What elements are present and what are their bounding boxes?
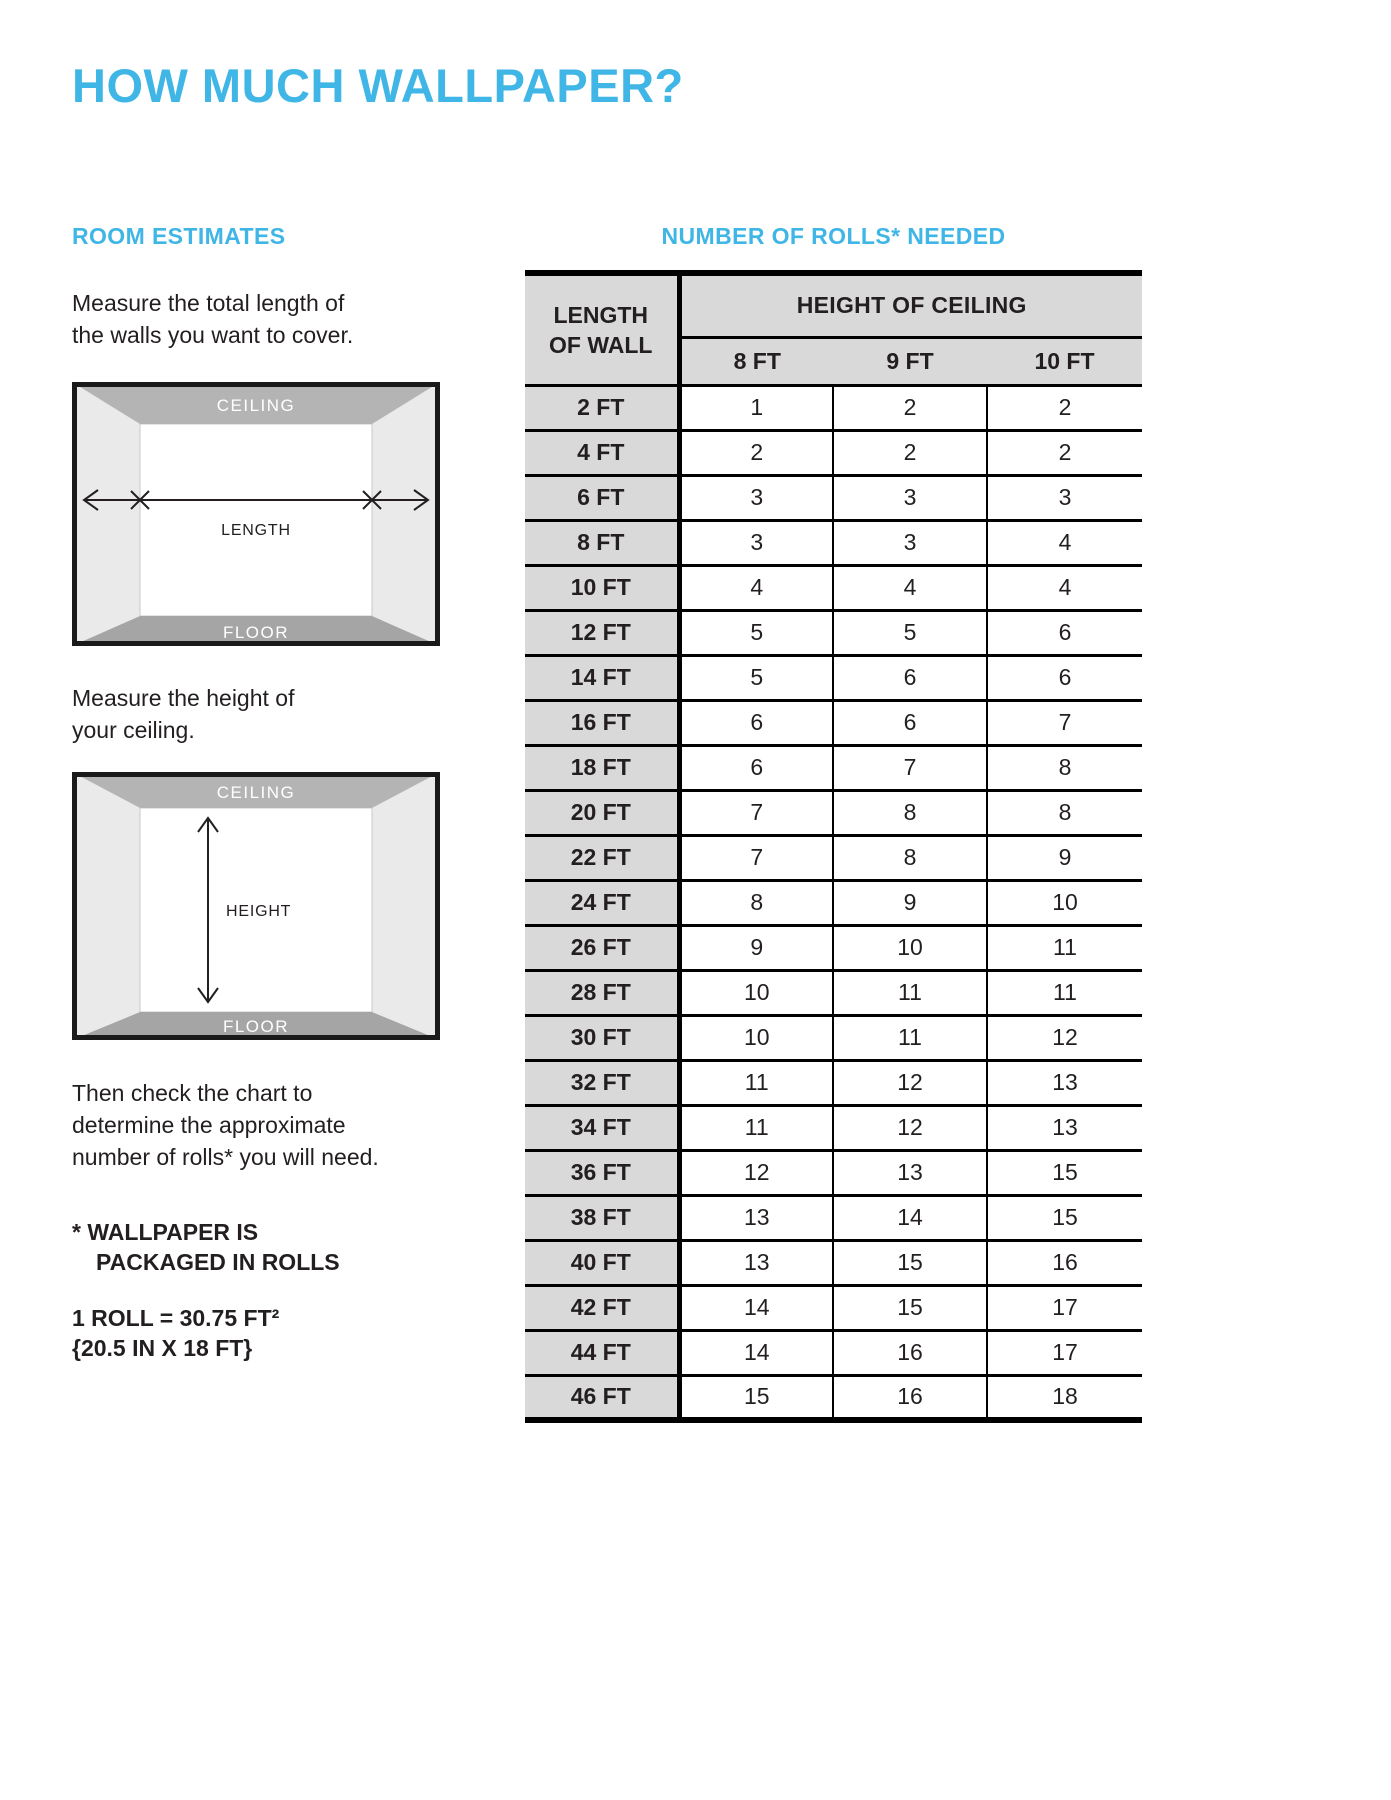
roll-count-cell: 11 bbox=[679, 1105, 833, 1150]
floor-label: FLOOR bbox=[222, 1017, 290, 1036]
roll-count-cell: 5 bbox=[679, 610, 833, 655]
room-estimates-heading: ROOM ESTIMATES bbox=[72, 223, 286, 249]
roll-count-cell: 4 bbox=[679, 565, 833, 610]
roll-count-cell: 3 bbox=[833, 520, 987, 565]
row-label: 8 FT bbox=[525, 520, 679, 565]
roll-count-cell: 4 bbox=[833, 565, 987, 610]
row-label: 32 FT bbox=[525, 1060, 679, 1105]
roll-count-cell: 1 bbox=[679, 385, 833, 430]
table-row bbox=[525, 475, 1142, 520]
roll-count-cell: 6 bbox=[833, 700, 987, 745]
table-row bbox=[525, 1105, 1142, 1150]
row-label: 26 FT bbox=[525, 925, 679, 970]
roll-count-cell: 7 bbox=[987, 700, 1142, 745]
roll-count-cell: 11 bbox=[679, 1060, 833, 1105]
table-row bbox=[525, 790, 1142, 835]
packaging-note bbox=[72, 1217, 440, 1277]
roll-count-cell: 16 bbox=[833, 1375, 987, 1420]
roll-count-cell: 8 bbox=[833, 790, 987, 835]
roll-count-cell: 10 bbox=[679, 1015, 833, 1060]
height-of-ceiling-header: HEIGHT OF CEILING bbox=[679, 273, 1142, 337]
roll-count-cell: 6 bbox=[987, 655, 1142, 700]
roll-count-cell: 8 bbox=[987, 745, 1142, 790]
table-row bbox=[525, 1195, 1142, 1240]
table-row bbox=[525, 385, 1142, 430]
roll-count-cell: 10 bbox=[679, 970, 833, 1015]
row-label: 14 FT bbox=[525, 655, 679, 700]
row-label: 18 FT bbox=[525, 745, 679, 790]
roll-size-line1: 1 ROLL = 30.75 FT² bbox=[72, 1305, 280, 1331]
table-row bbox=[525, 970, 1142, 1015]
content-columns bbox=[72, 223, 1391, 1423]
row-label: 4 FT bbox=[525, 430, 679, 475]
row-label: 22 FT bbox=[525, 835, 679, 880]
roll-count-cell: 17 bbox=[987, 1285, 1142, 1330]
table-row bbox=[525, 520, 1142, 565]
back-wall bbox=[140, 424, 372, 616]
roll-count-cell: 15 bbox=[987, 1195, 1142, 1240]
table-row bbox=[525, 835, 1142, 880]
roll-count-cell: 9 bbox=[679, 925, 833, 970]
roll-count-cell: 2 bbox=[987, 430, 1142, 475]
roll-count-cell: 2 bbox=[987, 385, 1142, 430]
roll-count-cell: 11 bbox=[833, 1015, 987, 1060]
roll-count-cell: 4 bbox=[987, 520, 1142, 565]
rolls-needed-section bbox=[525, 223, 1142, 1423]
ceiling-label: CEILING bbox=[216, 783, 296, 802]
roll-count-cell: 17 bbox=[987, 1330, 1142, 1375]
row-label: 42 FT bbox=[525, 1285, 679, 1330]
roll-count-cell: 3 bbox=[679, 520, 833, 565]
table-row bbox=[525, 1240, 1142, 1285]
table-row bbox=[525, 745, 1142, 790]
roll-count-cell: 13 bbox=[679, 1195, 833, 1240]
roll-count-cell: 8 bbox=[833, 835, 987, 880]
roll-count-cell: 7 bbox=[833, 745, 987, 790]
table-row bbox=[525, 1330, 1142, 1375]
roll-count-cell: 16 bbox=[833, 1330, 987, 1375]
roll-count-cell: 5 bbox=[679, 655, 833, 700]
rolls-needed-table bbox=[525, 270, 1142, 1423]
roll-count-cell: 8 bbox=[679, 880, 833, 925]
table-row bbox=[525, 1285, 1142, 1330]
packaging-note-line1: * WALLPAPER IS bbox=[72, 1219, 259, 1245]
roll-count-cell: 10 bbox=[987, 880, 1142, 925]
roll-count-cell: 3 bbox=[987, 475, 1142, 520]
col-header-10ft: 10 FT bbox=[987, 337, 1142, 385]
table-row bbox=[525, 565, 1142, 610]
page-title: HOW MUCH WALLPAPER? bbox=[72, 59, 684, 112]
instruction-step2: Measure the height of your ceiling. bbox=[72, 685, 295, 743]
roll-count-cell: 7 bbox=[679, 790, 833, 835]
roll-count-cell: 2 bbox=[833, 385, 987, 430]
table-header-row-1 bbox=[525, 273, 1142, 337]
row-label: 24 FT bbox=[525, 880, 679, 925]
right-wall bbox=[372, 772, 440, 1040]
row-label: 2 FT bbox=[525, 385, 679, 430]
row-label: 44 FT bbox=[525, 1330, 679, 1375]
roll-count-cell: 13 bbox=[987, 1105, 1142, 1150]
roll-count-cell: 13 bbox=[987, 1060, 1142, 1105]
rolls-table-body bbox=[525, 385, 1142, 1420]
table-row bbox=[525, 700, 1142, 745]
roll-count-cell: 13 bbox=[679, 1240, 833, 1285]
col-header-9ft: 9 FT bbox=[833, 337, 987, 385]
left-wall bbox=[72, 772, 140, 1040]
roll-count-cell: 15 bbox=[679, 1375, 833, 1420]
roll-count-cell: 15 bbox=[833, 1240, 987, 1285]
rolls-needed-heading: NUMBER OF ROLLS* NEEDED bbox=[661, 223, 1006, 249]
table-row bbox=[525, 880, 1142, 925]
roll-count-cell: 5 bbox=[833, 610, 987, 655]
roll-count-cell: 12 bbox=[679, 1150, 833, 1195]
roll-count-cell: 16 bbox=[987, 1240, 1142, 1285]
table-row bbox=[525, 925, 1142, 970]
roll-count-cell: 12 bbox=[833, 1060, 987, 1105]
row-label: 16 FT bbox=[525, 700, 679, 745]
roll-count-cell: 9 bbox=[987, 835, 1142, 880]
col-header-8ft: 8 FT bbox=[679, 337, 833, 385]
roll-count-cell: 14 bbox=[679, 1330, 833, 1375]
table-row bbox=[525, 1060, 1142, 1105]
row-label: 28 FT bbox=[525, 970, 679, 1015]
roll-count-cell: 6 bbox=[679, 745, 833, 790]
row-label: 30 FT bbox=[525, 1015, 679, 1060]
row-label: 36 FT bbox=[525, 1150, 679, 1195]
right-wall bbox=[372, 382, 440, 646]
roll-count-cell: 14 bbox=[679, 1285, 833, 1330]
roll-count-cell: 15 bbox=[833, 1285, 987, 1330]
roll-count-cell: 13 bbox=[833, 1150, 987, 1195]
roll-count-cell: 12 bbox=[833, 1105, 987, 1150]
roll-count-cell: 14 bbox=[833, 1195, 987, 1240]
roll-count-cell: 9 bbox=[833, 880, 987, 925]
table-row bbox=[525, 610, 1142, 655]
roll-count-cell: 18 bbox=[987, 1375, 1142, 1420]
roll-count-cell: 6 bbox=[679, 700, 833, 745]
roll-count-cell: 8 bbox=[987, 790, 1142, 835]
row-label: 40 FT bbox=[525, 1240, 679, 1285]
instruction-step3: Then check the chart to determine the approximate number of rolls* you will need. bbox=[72, 1080, 379, 1170]
ceiling-label: CEILING bbox=[216, 396, 296, 415]
row-label: 20 FT bbox=[525, 790, 679, 835]
table-row bbox=[525, 1375, 1142, 1420]
roll-count-cell: 3 bbox=[679, 475, 833, 520]
roll-count-cell: 6 bbox=[833, 655, 987, 700]
table-row bbox=[525, 430, 1142, 475]
packaging-note-line2: PACKAGED IN ROLLS bbox=[96, 1249, 340, 1275]
roll-count-cell: 7 bbox=[679, 835, 833, 880]
roll-size-note bbox=[72, 1303, 440, 1363]
roll-count-cell: 6 bbox=[987, 610, 1142, 655]
roll-count-cell: 4 bbox=[987, 565, 1142, 610]
table-row bbox=[525, 1150, 1142, 1195]
roll-count-cell: 2 bbox=[833, 430, 987, 475]
room-length-diagram bbox=[72, 382, 440, 646]
row-label: 10 FT bbox=[525, 565, 679, 610]
length-label: LENGTH bbox=[221, 522, 291, 539]
roll-count-cell: 3 bbox=[833, 475, 987, 520]
row-label: 6 FT bbox=[525, 475, 679, 520]
roll-count-cell: 12 bbox=[987, 1015, 1142, 1060]
row-label: 12 FT bbox=[525, 610, 679, 655]
roll-count-cell: 11 bbox=[833, 970, 987, 1015]
roll-count-cell: 2 bbox=[679, 430, 833, 475]
room-height-diagram bbox=[72, 772, 440, 1040]
table-row bbox=[525, 1015, 1142, 1060]
roll-count-cell: 10 bbox=[833, 925, 987, 970]
roll-count-cell: 11 bbox=[987, 970, 1142, 1015]
row-label: 46 FT bbox=[525, 1375, 679, 1420]
length-of-wall-header: LENGTH OF WALL bbox=[525, 273, 679, 385]
roll-count-cell: 15 bbox=[987, 1150, 1142, 1195]
height-label: HEIGHT bbox=[226, 903, 292, 920]
floor-label: FLOOR bbox=[222, 623, 290, 642]
row-label: 38 FT bbox=[525, 1195, 679, 1240]
roll-size-line2: {20.5 IN X 18 FT} bbox=[72, 1335, 253, 1361]
row-label: 34 FT bbox=[525, 1105, 679, 1150]
instruction-step1: Measure the total length of the walls you want to cover. bbox=[72, 290, 354, 348]
room-estimates-section bbox=[72, 223, 440, 1363]
left-wall bbox=[72, 382, 140, 646]
table-row bbox=[525, 655, 1142, 700]
roll-count-cell: 11 bbox=[987, 925, 1142, 970]
